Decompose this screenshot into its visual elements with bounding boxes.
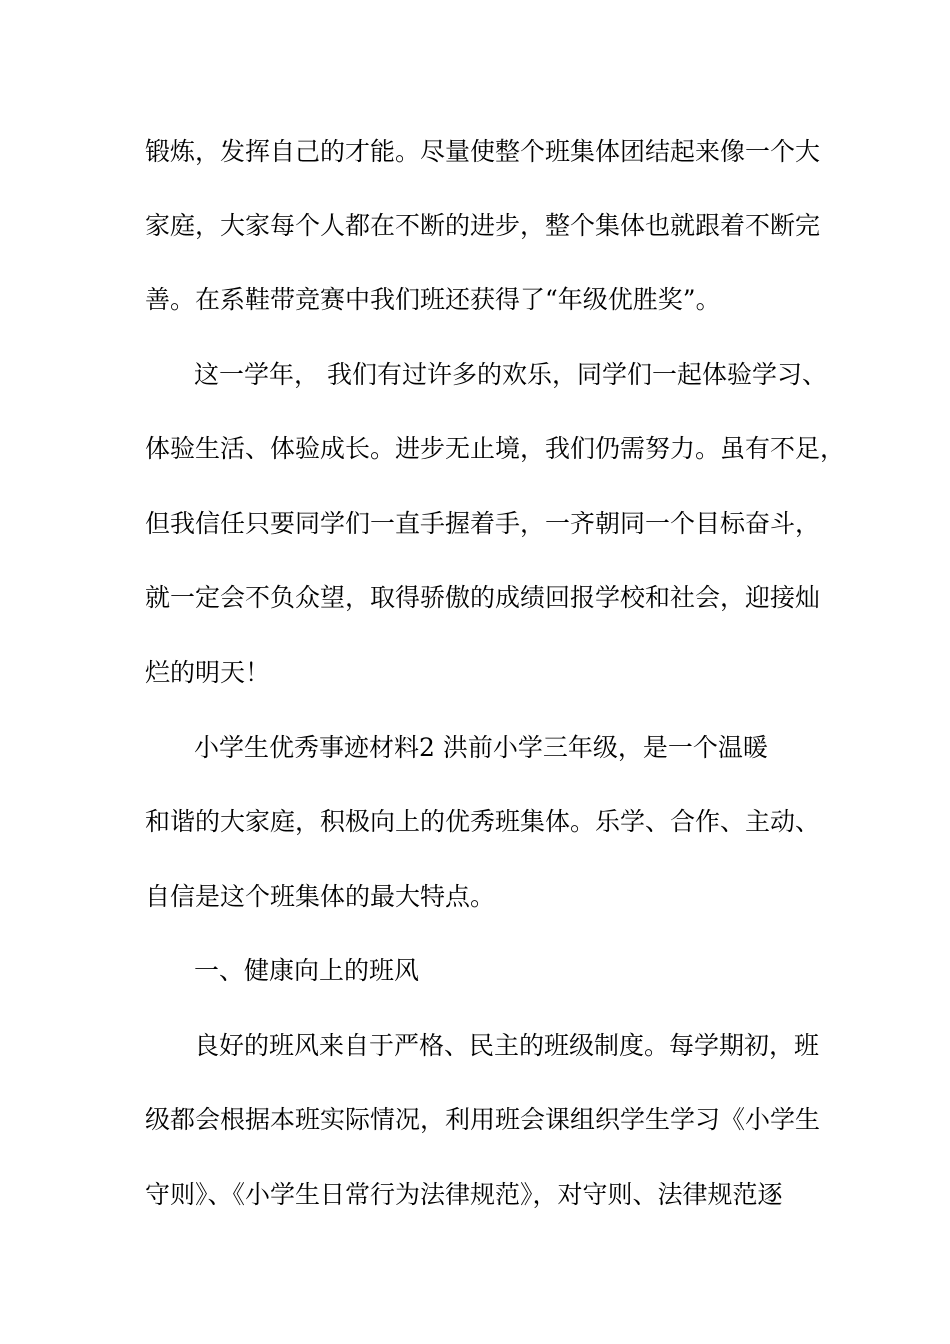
text-line: 烂的明天！ xyxy=(145,658,271,687)
text-line: 级都会根据本班实际情况，利用班会课组织学生学习《小学生 xyxy=(145,1105,821,1134)
paragraph-first-line: 良好的班风来自于严格、民主的班级制度。每学期初，班 xyxy=(194,1031,820,1060)
section-title-line: 小学生优秀事迹材料2 洪前小学三年级，是一个温暖 xyxy=(194,733,768,762)
text-line: 体验生活、体验成长。进步无止境，我们仍需努力。虽有不足， xyxy=(145,434,846,463)
text-line: 但我信任只要同学们一直手握着手，一齐朝同一个目标奋斗， xyxy=(145,509,821,538)
text-line: 锻炼，发挥自己的才能。尽量使整个班集体团结起来像一个大 xyxy=(145,137,821,166)
text-line: 守则》、《小学生日常行为法律规范》，对守则、法律规范逐 xyxy=(145,1180,783,1209)
text-line: 家庭，大家每个人都在不断的进步，整个集体也就跟着不断完 xyxy=(145,211,821,240)
text-line: 和谐的大家庭，积极向上的优秀班集体。乐学、合作、主动、 xyxy=(145,807,821,836)
section-heading: 一、健康向上的班风 xyxy=(194,956,420,985)
paragraph-first-line: 这一学年， 我们有过许多的欢乐，同学们一起体验学习、 xyxy=(194,360,827,389)
text-line: 善。在系鞋带竞赛中我们班还获得了“年级优胜奖”。 xyxy=(145,285,721,314)
text-line: 自信是这个班集体的最大特点。 xyxy=(145,882,496,911)
text-line: 就一定会不负众望，取得骄傲的成绩回报学校和社会，迎接灿 xyxy=(145,583,821,612)
